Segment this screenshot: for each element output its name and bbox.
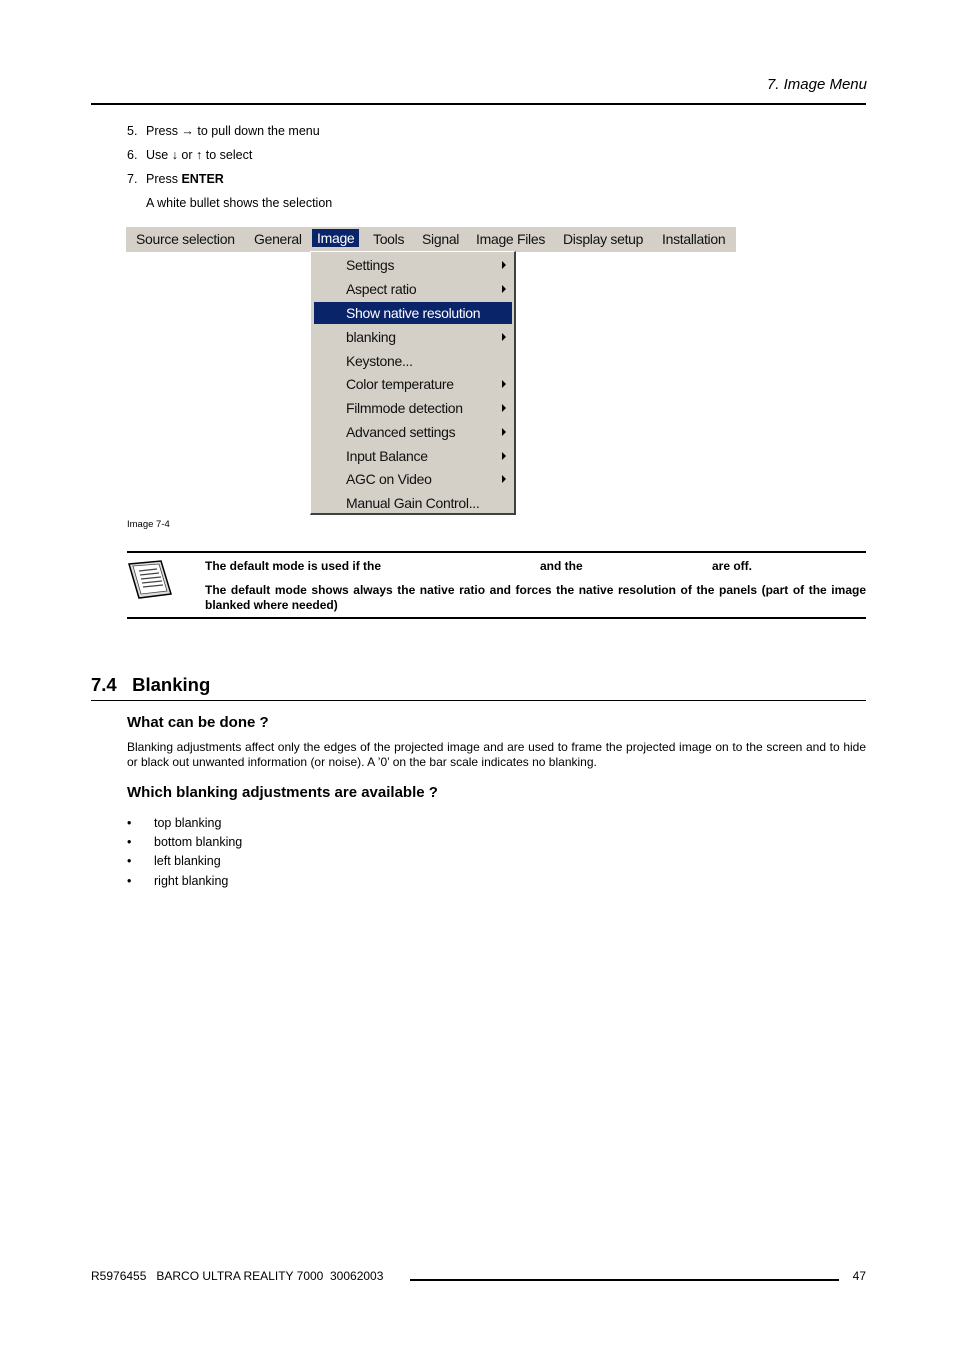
menu-item-settings[interactable] (314, 254, 512, 276)
section-rule (91, 700, 866, 701)
step-number: 7. (127, 172, 138, 186)
bullet-icon: • (127, 854, 132, 868)
submenu-arrow-icon (502, 380, 506, 388)
enter-key-label: ENTER (181, 172, 224, 186)
image-caption: Image 7-4 (127, 519, 170, 530)
note-line-2: The default mode shows always the native ratio and forces the native resolution of the panels (part of the image blanked where needed) (205, 583, 866, 612)
step-text: Press → to pull down the menu (146, 124, 320, 138)
menu-item-label: blanking (346, 329, 396, 345)
submenu-arrow-icon (502, 285, 506, 293)
note-line-1 (205, 559, 753, 573)
list-item (127, 816, 221, 830)
menu-installation[interactable]: Installation (662, 231, 726, 247)
menu-source-selection[interactable]: Source selection (136, 231, 235, 247)
image-dropdown-menu (310, 251, 516, 515)
menu-item-manual-gain-control[interactable] (314, 492, 512, 514)
menu-item-blanking[interactable] (314, 326, 512, 348)
step-5 (127, 124, 320, 138)
chapter-title: 7. Image Menu (766, 76, 867, 93)
subheading-what-can-be-done: What can be done ? (127, 714, 269, 731)
menu-image-files[interactable]: Image Files (476, 231, 546, 247)
menu-item-label: Manual Gain Control... (346, 495, 480, 511)
step-text: Use ↓ or ↑ to select (146, 148, 253, 162)
note-top-rule (127, 551, 866, 553)
note-bottom-rule (127, 617, 866, 619)
menu-item-label: Show native resolution (346, 305, 481, 321)
list-item (127, 874, 228, 888)
page-number: 47 (852, 1269, 866, 1283)
bullet-icon: • (127, 816, 132, 830)
note-text-c: are off. (712, 559, 753, 573)
footer-doc-id: R5976455 BARCO ULTRA REALITY 7000 30062003 (91, 1269, 384, 1283)
note-text-a: The default mode is used if the (205, 559, 382, 573)
menu-item-color-temperature[interactable] (314, 373, 512, 395)
menu-display-setup[interactable]: Display setup (563, 231, 644, 247)
menu-item-label: AGC on Video (346, 471, 432, 487)
menu-item-keystone[interactable] (314, 350, 512, 372)
submenu-arrow-icon (502, 428, 506, 436)
list-item (127, 835, 242, 849)
step-number: 5. (127, 124, 138, 138)
subheading-available-adjustments: Which blanking adjustments are available ? (127, 784, 438, 801)
step-7 (127, 172, 224, 186)
menu-general[interactable]: General (254, 231, 302, 247)
menu-item-label: Settings (346, 257, 395, 273)
bullet-icon: • (127, 835, 132, 849)
note-text-b: and the (540, 559, 583, 573)
menu-item-label: Aspect ratio (346, 281, 417, 297)
menu-item-aspect-ratio[interactable] (314, 278, 512, 300)
submenu-arrow-icon (502, 475, 506, 483)
menu-image[interactable]: Image (312, 229, 359, 247)
step-number: 6. (127, 148, 138, 162)
list-item-text: left blanking (154, 854, 221, 868)
menu-item-label: Input Balance (346, 448, 428, 464)
submenu-arrow-icon (502, 452, 506, 460)
menu-item-agc-on-video[interactable] (314, 468, 512, 490)
submenu-arrow-icon (502, 261, 506, 269)
menu-item-label: Color temperature (346, 376, 454, 392)
submenu-arrow-icon (502, 333, 506, 341)
step-6 (127, 148, 252, 162)
menu-item-input-balance[interactable] (314, 445, 512, 467)
menu-item-label: Filmmode detection (346, 400, 463, 416)
section-title: 7.4 Blanking (91, 674, 211, 695)
list-item-text: right blanking (154, 874, 229, 888)
step-note: A white bullet shows the selection (146, 196, 333, 210)
list-item-text: bottom blanking (154, 835, 243, 849)
list-item (127, 854, 221, 868)
menu-item-advanced-settings[interactable] (314, 421, 512, 443)
menu-tools[interactable]: Tools (373, 231, 405, 247)
footer-rule (410, 1279, 839, 1281)
submenu-arrow-icon (502, 404, 506, 412)
list-item-text: top blanking (154, 816, 222, 830)
menu-signal[interactable]: Signal (422, 231, 460, 247)
step-text: Press (146, 172, 182, 186)
blanking-description: Blanking adjustments affect only the edges of the projected image and are used to frame the projected image on to the screen and to hide or black out unwanted information (or noise). A ’0’ on the bar scale indicates no blanking. (127, 740, 866, 769)
menu-item-label: Keystone... (346, 353, 413, 369)
menu-bar (126, 227, 736, 252)
menu-item-show-native-resolution[interactable] (314, 302, 512, 324)
note-icon (127, 560, 173, 600)
bullet-icon: • (127, 874, 132, 888)
header-rule (91, 103, 866, 105)
menu-item-filmmode-detection[interactable] (314, 397, 512, 419)
menu-item-label: Advanced settings (346, 424, 456, 440)
